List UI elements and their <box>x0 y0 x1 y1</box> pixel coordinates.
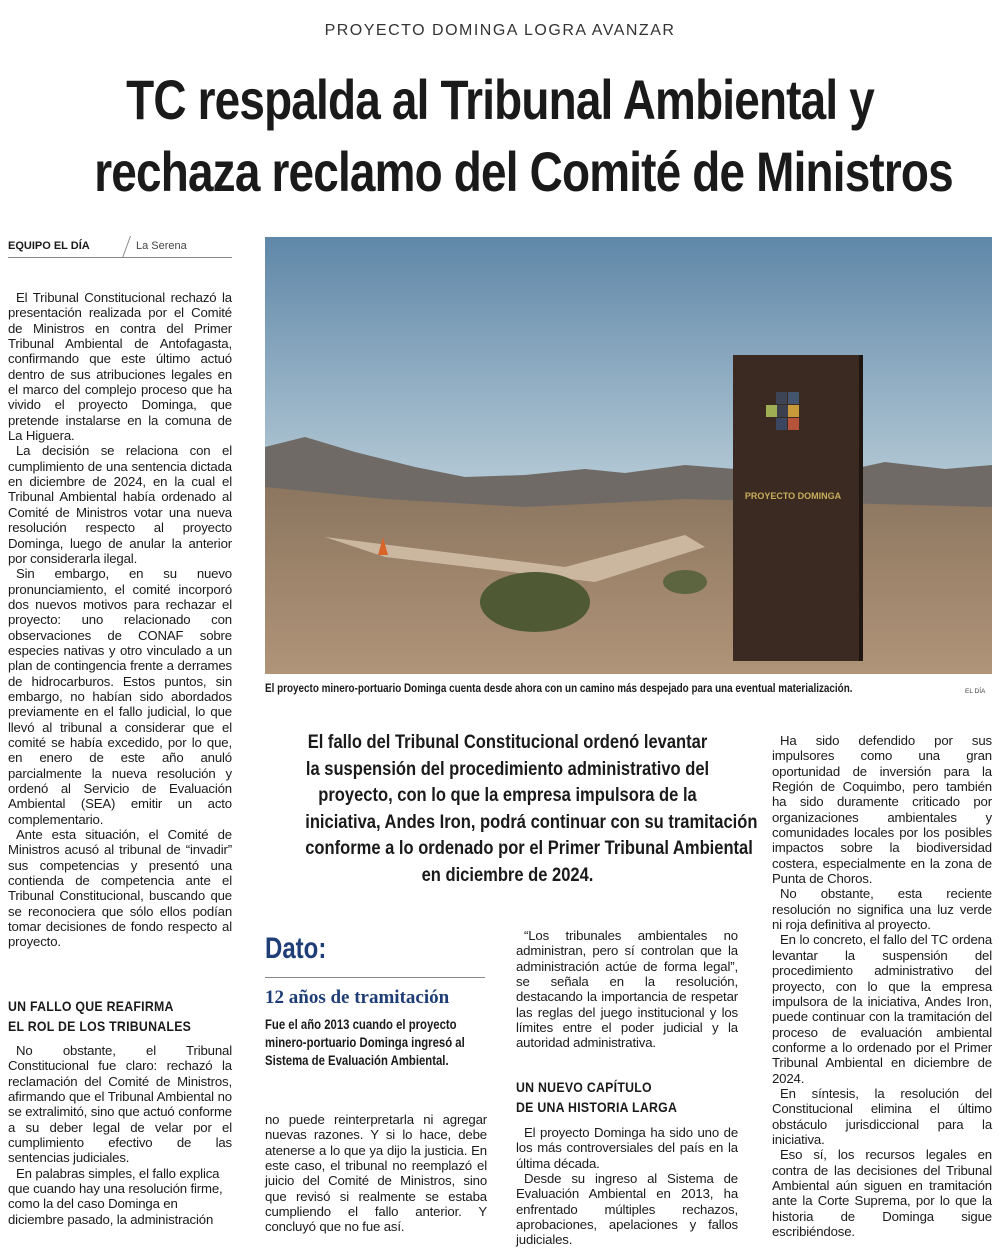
headline-line-1: TC respalda al Tribunal Ambiental y <box>126 68 874 131</box>
paragraph: La decisión se relaciona con el cumplimiento de una sentencia dictada en diciembre de 2024, en la cual el Tribunal Ambiental había ordenado al Comité de Ministros votar una nueva resolución respecto al proyecto Dominga, luego de anular la anterior por considerarla ilegal. <box>8 443 232 566</box>
paragraph: En lo concreto, el fallo del TC ordena levantar la suspensión del procedimiento administrativo del proyecto, con lo que la empresa impulsora de la iniciativa, Andes Iron, puede continuar con la tramitación del proceso de evaluación ambiental conforme a lo ordenado por el Primer Tribunal Ambiental en diciembre de 2024. <box>772 932 992 1086</box>
sign-text: PROYECTO DOMINGA <box>744 491 842 501</box>
headline-line-2: rechaza reclamo del Comité de Ministros <box>94 140 953 203</box>
photo-caption: El proyecto minero-portuario Dominga cuenta desde ahora con un camino más despejado para una eventual materialización. <box>265 683 853 695</box>
paragraph: Ante esta situación, el Comité de Ministros acusó al tribunal de “invadir” sus competencias y presentó una contienda de competencia ante el Tribunal Constitucional, buscando que se reconociera que sólo ellos podían tomar decisiones de fondo respecto al proyecto. <box>8 827 232 950</box>
pull-quote: El fallo del Tribunal Constitucional ordenó levantar la suspensión del procedimiento administrativo del proyecto, con lo que la empresa impulsora de la iniciativa, Andes Iron, podrá continuar con su tramitación conforme a lo ordenado por el Primer Tribunal Ambiental en diciembre de 2024. <box>305 732 758 886</box>
paragraph: Desde su ingreso al Sistema de Evaluación Ambiental en 2013, ha enfrentado múltiples rechazos, aprobaciones, apelaciones y fallos judiciales. <box>516 1171 738 1248</box>
column-3b <box>516 1125 738 1248</box>
paragraph: Ha sido defendido por sus impulsores como una gran oportunidad de inversión para la Región de Coquimbo, pero también ha sido duramente criticado por organizaciones ambientales y comunidades locales por los posibles impactos sobre la biodiversidad costera, especialmente en la zona de Punta de Choros. <box>772 733 992 887</box>
dato-label: Dato: <box>265 932 327 965</box>
kicker: PROYECTO DOMINGA LOGRA AVANZAR <box>324 22 676 39</box>
column-1b <box>8 1043 232 1227</box>
column-2 <box>265 1112 487 1235</box>
paragraph: El proyecto Dominga ha sido uno de los más controversiales del país en la última década. <box>516 1125 738 1171</box>
divider <box>122 236 131 258</box>
article-photo <box>265 237 992 674</box>
dato-text: Fue el año 2013 cuando el proyecto minero-portuario Dominga ingresó al Sistema de Evaluación Ambiental. <box>265 1017 465 1068</box>
subheading-2: UN NUEVO CAPÍTULO DE UNA HISTORIA LARGA <box>516 1079 678 1115</box>
paragraph: No obstante, el Tribunal Constitucional fue claro: rechazó la reclamación del Comité de Ministros, afirmando que el Tribunal Ambiental no se extralimitó, sino que actuó conforme a su deber legal de velar por el cumplimiento efectivo de las sentencias judiciales. <box>8 1043 232 1166</box>
dato-title: 12 años de tramitación <box>265 987 450 1008</box>
paragraph: No obstante, esta reciente resolución no significa una luz verde ni roja definitiva al proyecto. <box>772 886 992 933</box>
divider <box>265 977 485 978</box>
column-4 <box>772 733 992 1239</box>
column-1 <box>8 290 232 950</box>
paragraph: “Los tribunales ambientales no administran, pero sí controlan que la administración actúe de forma legal”, se señala en la resolución, destacando la importancia de respetar las reglas del juego institucional y los límites entre el poder judicial y la autoridad administrativa. <box>516 928 738 1051</box>
author: EQUIPO EL DÍA <box>8 240 90 252</box>
photo-credit: EL DÍA <box>965 688 986 695</box>
paragraph: En palabras simples, el fallo explica que cuando hay una resolución firme, como la del caso Dominga en diciembre pasado, la administración <box>8 1165 223 1227</box>
subheading-1: UN FALLO QUE REAFIRMA EL ROL DE LOS TRIBUNALES <box>8 998 192 1034</box>
paragraph: Eso sí, los recursos legales en contra de las decisiones del Tribunal Ambiental aún siguen en tramitación ante la Corte Suprema, por lo que la historia de Dominga sigue escribiéndose. <box>772 1147 992 1239</box>
paragraph: En síntesis, la resolución del Constitucional elimina el último obstáculo jurisdiccional para la iniciativa. <box>772 1085 992 1147</box>
byline <box>8 236 232 258</box>
paragraph: Sin embargo, en su nuevo pronunciamiento, el comité incorporó dos nuevos motivos para rechazar el proyecto: uno relacionado con observaciones de CONAF sobre especies nativas y otro vinculado a un plan de contingencia frente a derrames de hidrocarburos. Estos puntos, sin embargo, no habían sido abordados previamente en el fallo judicial, lo que llevó al tribunal a considerar que el comité se había excedido, por lo que, en enero de este año anuló parcialmente la nueva resolución y ordenó al Servicio de Evaluación Ambiental (SEA) emitir un acto complementario. <box>8 566 232 827</box>
column-3 <box>516 928 738 1051</box>
paragraph: no puede reinterpretarla ni agregar nuevas razones. Y si lo hace, debe atenerse a lo que ya dijo la justicia. En este caso, el tribunal no reemplazó el juicio del Comité de Ministros, sino que revisó si realmente se estaba cumpliendo el fallo anterior. Y concluyó que no fue así. <box>265 1112 487 1235</box>
location: La Serena <box>136 240 187 252</box>
paragraph: El Tribunal Constitucional rechazó la presentación realizada por el Comité de Ministros en contra del Primer Tribunal Ambiental de Antofagasta, confirmando que este último actuó dentro de sus atribuciones legales en el marco del complejo proceso que ha vivido el proyecto Dominga, que pretende instalarse en la comuna de La Higuera. <box>8 290 232 444</box>
